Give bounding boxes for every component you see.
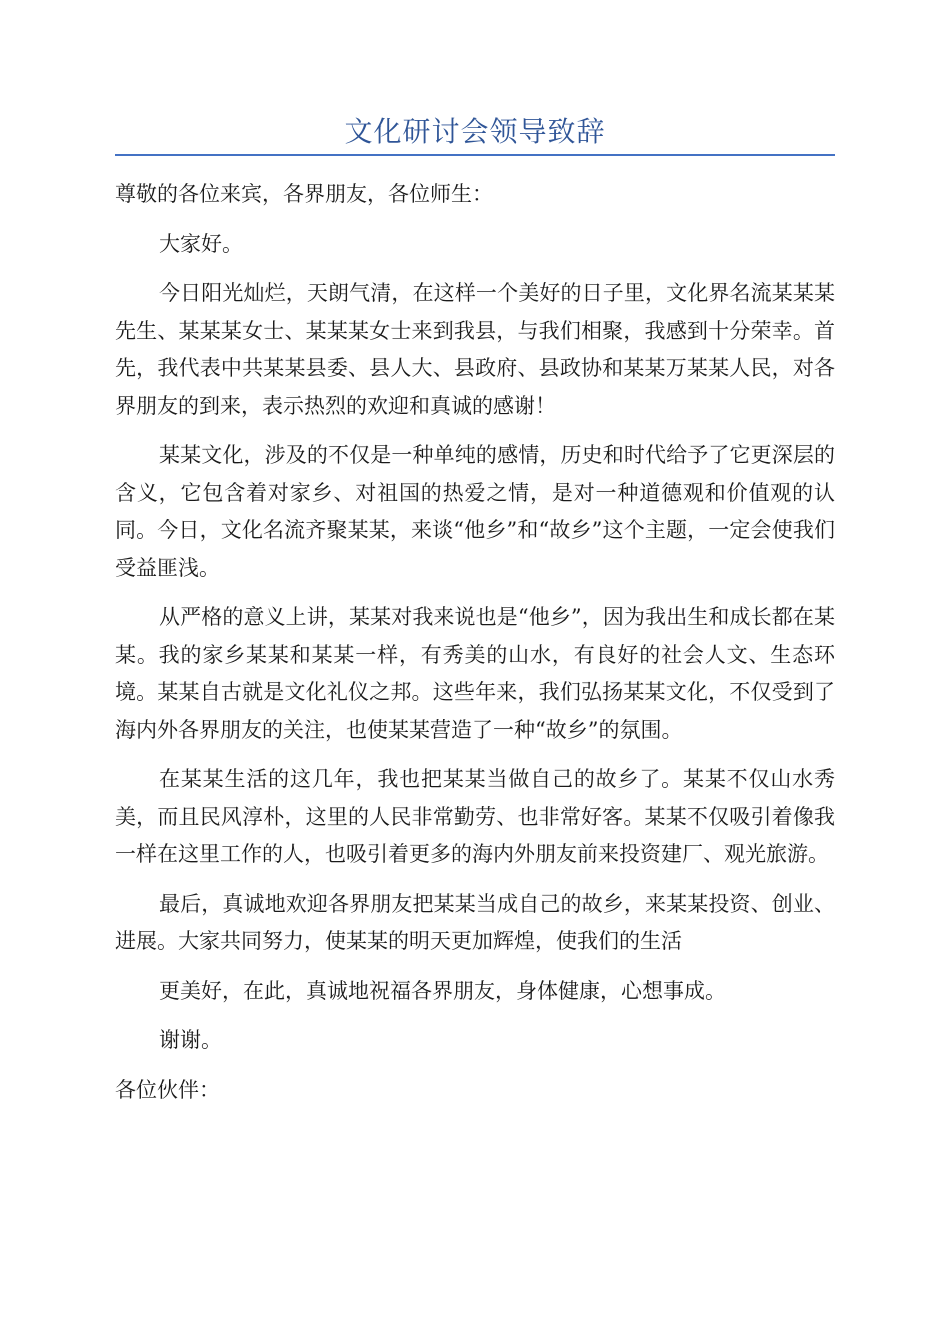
paragraph-2: 某某文化，涉及的不仅是一种单纯的感情，历史和时代给予了它更深层的含义，它包含着对家乡、对祖国的热爱之情，是对一种道德观和价值观的认同。今日，文化名流齐聚某某，来谈“他乡”和“故乡”这个主题，一定会使我们受益匪浅。 — [115, 443, 835, 580]
document-title: 文化研讨会领导致辞 — [115, 114, 835, 156]
closing-salutation: 各位伙伴： — [115, 1077, 220, 1102]
salutation: 尊敬的各位来宾，各界朋友，各位师生： — [115, 182, 493, 206]
paragraph-6: 更美好，在此，真诚地祝福各界朋友，身体健康，心想事成。 — [159, 978, 726, 1003]
greeting: 大家好。 — [159, 231, 243, 256]
thanks: 谢谢。 — [159, 1028, 222, 1052]
paragraph-3: 从严格的意义上讲，某某对我来说也是“他乡”，因为我出生和成长都在某某。我的家乡某某和某某一样，有秀美的山水，有良好的社会人文、生态环境。某某自古就是文化礼仪之邦。这些年来，我们弘扬某某文化，不仅受到了海内外各界朋友的关注，也使某某营造了一种“故乡”的氛围。 — [115, 605, 835, 742]
paragraph-1: 今日阳光灿烂，天朗气清，在这样一个美好的日子里，文化界名流某某某先生、某某某女士、某某某女士来到我县，与我们相聚，我感到十分荣幸。首先，我代表中共某某县委、县人大、县政府、县政协和某某万某某人民，对各界朋友的到来，表示热烈的欢迎和真诚的感谢！ — [115, 281, 835, 418]
document-page — [115, 0, 835, 1121]
paragraph-4: 在某某生活的这几年，我也把某某当做自己的故乡了。某某不仅山水秀美，而且民风淳朴，这里的人民非常勤劳、也非常好客。某某不仅吸引着像我一样在这里工作的人，也吸引着更多的海内外朋友前来投资建厂、观光旅游。 — [115, 767, 835, 866]
paragraph-5: 最后，真诚地欢迎各界朋友把某某当成自己的故乡，来某某投资、创业、进展。大家共同努力，使某某的明天更加辉煌，使我们的生活 — [115, 891, 835, 953]
document-body — [115, 176, 835, 1109]
